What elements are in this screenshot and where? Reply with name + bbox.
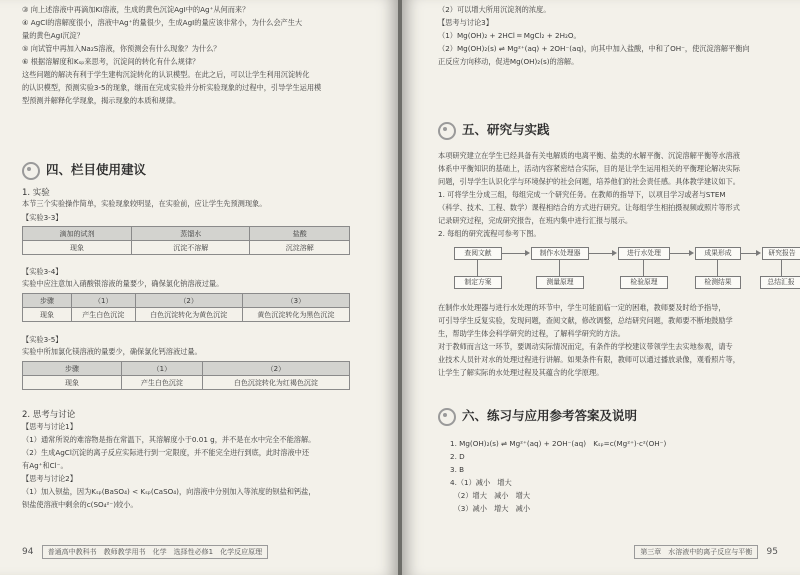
page-number: 94 <box>22 547 34 557</box>
text-line: 生，帮助学生体会科学研究的过程，了解科学研究的方法。 <box>438 329 625 338</box>
footer-title: 普通高中教科书 教师教学用书 化学 选择性必修1 化学反应原理 <box>42 545 268 559</box>
footer-title: 第三章 水溶液中的离子反应与平衡 <box>634 545 758 559</box>
text-line: 对于教师而言这一环节，要调动实际情况而定，有条件的学校建议带领学生去实地参观，请专 <box>438 342 733 351</box>
flow-step: 研究报告 <box>762 247 800 260</box>
section-heading: 六、练习与应用参考答案及说明 <box>438 406 637 426</box>
section-bullet-icon <box>438 122 456 140</box>
text-line: 1. 可将学生分成三组，每组完成一个研究任务。在教师的指导下，以项目学习或者与STEM <box>438 190 726 199</box>
section-heading: 五、研究与实践 <box>438 120 550 140</box>
table-header: 滴加的试剂 <box>23 227 132 241</box>
discussion-label: 【思考与讨论3】 <box>438 18 493 27</box>
text-line: （1）通常所说的难溶物是指在常温下，其溶解度小于0.01 g，并不是在水中完全不能溶解。 <box>22 435 316 444</box>
table-header: （1） <box>122 362 203 376</box>
flow-step: 成果形成 <box>695 247 741 260</box>
text-line: （2）可以增大所用沉淀剂的浓度。 <box>438 5 551 14</box>
table-header: 蒸馏水 <box>132 227 250 241</box>
text-line: ④ AgCl的溶解度很小，溶液中Ag⁺的量很少，生成AgI的量应该非常小，为什么会产生大 <box>22 18 303 27</box>
table-header: （1） <box>72 294 136 308</box>
flow-step: 制作水处理器 <box>531 247 589 260</box>
text-line: ⑥ 根据溶解度和Kₛₚ来思考，沉淀间的转化有什么规律？ <box>22 57 200 66</box>
text-line: ③ 向上述溶液中再滴加KI溶液，生成的黄色沉淀AgI中的Ag⁺从何而来？ <box>22 5 250 14</box>
text-line: （科学、技术、工程、数学）课程相结合的方式进行研究。让每组学生相拍摄视频或照片等形式 <box>438 203 740 212</box>
text-line: 让学生了解实际的水处理过程及其蕴含的化学原理。 <box>438 368 604 377</box>
answer-line: 2. D <box>450 452 465 461</box>
discussion-label: 【思考与讨论1】 <box>22 422 77 431</box>
flow-step: 测量原理 <box>536 276 584 289</box>
flow-step: 制定方案 <box>454 276 502 289</box>
experiment-table-3-3 <box>22 226 350 255</box>
table-header: （2） <box>202 362 349 376</box>
flow-step: 进行水处理 <box>618 247 670 260</box>
text-line: 本项研究建立在学生已经具备有关电解质的电离平衡、盐类的水解平衡、沉淀溶解平衡等水溶液 <box>438 151 740 160</box>
table-cell: 产生白色沉淀 <box>72 308 136 322</box>
experiment-table-3-5 <box>22 361 350 390</box>
text-line: （1）加入钡盐，因为Kₛₚ(BaSO₄) < Kₛₚ(CaSO₄)，向溶液中分别加入等浓度的钡盐和钙盐， <box>22 487 316 496</box>
flow-step: 检验原理 <box>620 276 668 289</box>
text-line: 可引导学生反复实验，发现问题，查阅文献，修改调整，总结研究问题，教师要不断地鼓励学 <box>438 316 733 325</box>
text-line: 实验中所加氯化镁溶液的量要少，确保氯化钙溶液过量。 <box>22 347 202 356</box>
text-line: 实验中应注意加入硝酸银溶液的量要少，确保氯化钠溶液过量。 <box>22 279 224 288</box>
table-header: 步骤 <box>23 294 72 308</box>
text-line: 这些问题的解决有利于学生建构沉淀转化的认识模型。在此之后，可以让学生利用沉淀转化 <box>22 70 310 79</box>
flow-step: 检测结果 <box>695 276 741 289</box>
answer-line: 3. B <box>450 465 465 474</box>
flow-step: 查阅文献 <box>454 247 502 260</box>
table-cell: 现象 <box>23 241 132 255</box>
subheading: 1. 实验 <box>22 188 50 198</box>
text-line: 在制作水处理器与进行水处理的环节中，学生可能面临一定的困难，教师要及时给予指导， <box>438 303 726 312</box>
text-line: 钡盐使溶液中剩余的c(SO₄²⁻)较小。 <box>22 500 138 509</box>
experiment-table-3-4 <box>22 293 350 322</box>
answer-line: （2）增大 减小 增大 <box>450 491 531 500</box>
page-footer <box>22 545 268 559</box>
table-cell: 现象 <box>23 308 72 322</box>
table-header: 盐酸 <box>250 227 350 241</box>
text-line: （2）生成AgCl沉淀的离子反应实际进行到一定限度，并不能完全进行到底，此时溶液中还 <box>22 448 310 457</box>
subheading: 2. 思考与讨论 <box>22 410 76 420</box>
page-footer <box>628 545 778 559</box>
exp-label: 【实验3-4】 <box>22 267 63 276</box>
exp-label: 【实验3-3】 <box>22 213 63 222</box>
text-line: 2. 每组的研究流程可参考下图。 <box>438 229 541 238</box>
table-cell: 沉淀溶解 <box>250 241 350 255</box>
section-heading: 四、栏目使用建议 <box>22 160 146 180</box>
text-line: 问题，引导学生认识化学与环境保护的社会问题，培养他们的社会责任感。具体教学建议如下。 <box>438 177 740 186</box>
text-line: 型预测并解释化学现象，揭示现象的本质和规律。 <box>22 96 181 105</box>
text-line: 记录研究过程，完成研究报告，在班内集中进行汇报与展示。 <box>438 216 633 225</box>
table-cell: 白色沉淀转化为黄色沉淀 <box>135 308 242 322</box>
discussion-label: 【思考与讨论2】 <box>22 474 77 483</box>
text-line: ⑤ 向试管中再加入Na₂S溶液，你预测会有什么现象？为什么？ <box>22 44 221 53</box>
text-line: 本节三个实验操作简单，实验现象较明显，在实验前，应让学生先预测现象。 <box>22 199 267 208</box>
text-line: 体系中平衡知识的基础上，活动内容紧密结合实际，目的是让学生运用相关的平衡理论解决实际 <box>438 164 740 173</box>
answer-line: （3）减小 增大 减小 <box>450 504 531 513</box>
text-line: 业技术人员针对水的处理过程进行讲解。如果条件有限，教师可以通过播放录像，观看照片等， <box>438 355 740 364</box>
text-line: 正反应方向移动，促进Mg(OH)₂(s)的溶解。 <box>438 57 579 66</box>
text-line: 有Ag⁺和Cl⁻。 <box>22 461 68 470</box>
left-page <box>0 0 398 575</box>
table-header: （3） <box>242 294 349 308</box>
exp-label: 【实验3-5】 <box>22 335 63 344</box>
table-cell: 产生白色沉淀 <box>122 376 203 390</box>
table-cell: 白色沉淀转化为红褐色沉淀 <box>202 376 349 390</box>
text-line: 的认识模型，预测实验3-5的现象，继而在完成实验并分析实验现象的过程中，引导学生运用模 <box>22 83 322 92</box>
text-line: （1）Mg(OH)₂ + 2HCl ═ MgCl₂ + 2H₂O。 <box>438 31 581 40</box>
table-cell: 现象 <box>23 376 122 390</box>
table-cell: 黄色沉淀转化为黑色沉淀 <box>242 308 349 322</box>
text-line: 量的黄色AgI沉淀？ <box>22 31 84 40</box>
right-page <box>402 0 800 575</box>
page-number: 95 <box>766 547 778 557</box>
flow-step: 总结汇报 <box>760 276 800 289</box>
answer-line: 4.（1）减小 增大 <box>450 478 512 487</box>
table-header: 步骤 <box>23 362 122 376</box>
table-header: （2） <box>135 294 242 308</box>
table-cell: 沉淀不溶解 <box>132 241 250 255</box>
text-line: （2）Mg(OH)₂(s) ⇌ Mg²⁺(aq) + 2OH⁻(aq)，向其中加入盐酸，中和了OH⁻，使沉淀溶解平衡向 <box>438 44 750 53</box>
section-bullet-icon <box>438 408 456 426</box>
section-bullet-icon <box>22 162 40 180</box>
answer-line: 1. Mg(OH)₂(s) ⇌ Mg²⁺(aq) + 2OH⁻(aq) Kₛₚ=c(Mg²⁺)·c²(OH⁻) <box>450 439 667 448</box>
